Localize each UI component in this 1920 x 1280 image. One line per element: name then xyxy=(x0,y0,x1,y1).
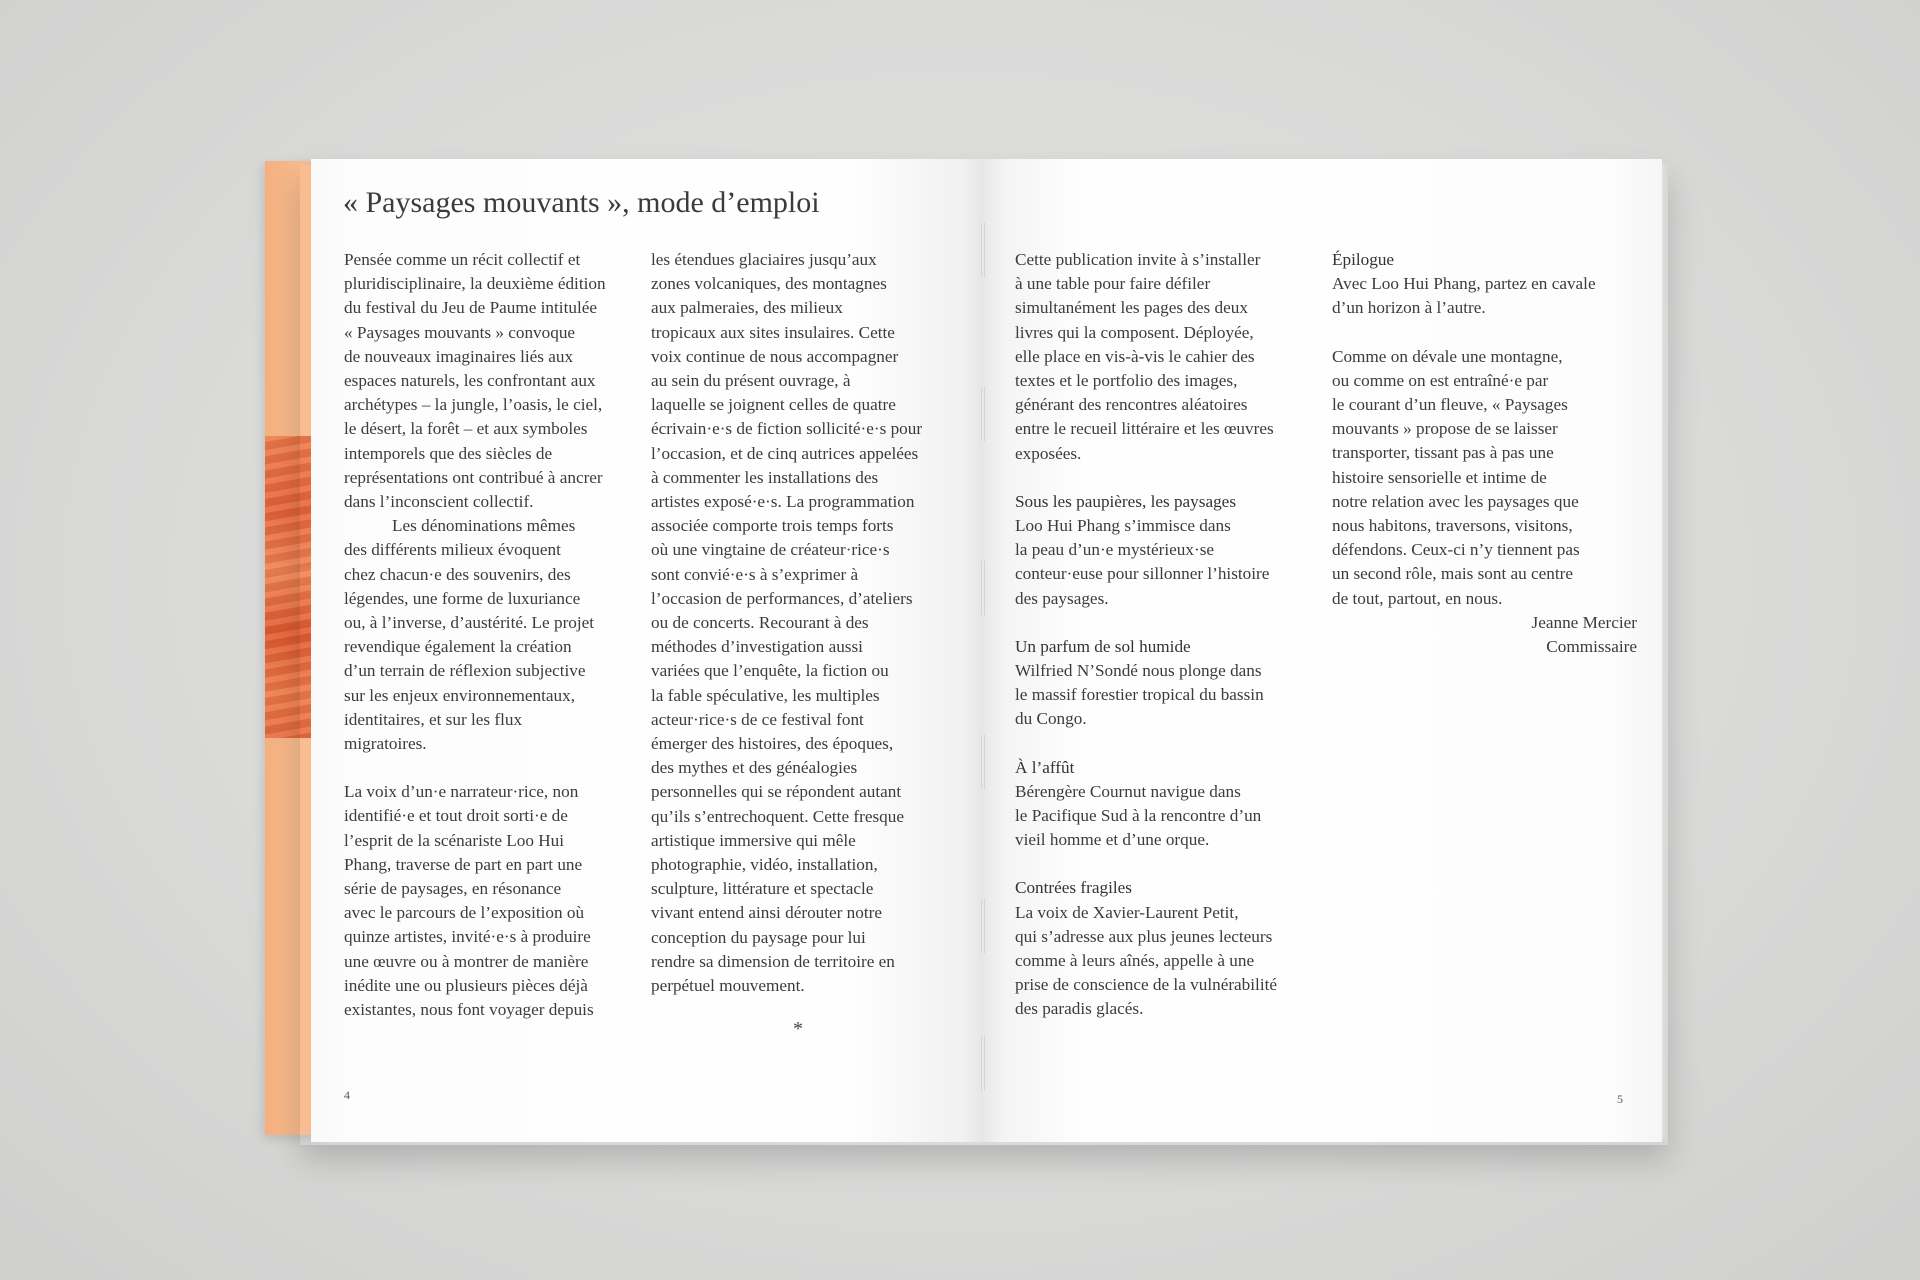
text-line: du Congo. xyxy=(1015,709,1087,729)
text-line: la fable spéculative, les multiples xyxy=(651,685,880,705)
text-line: de nouveaux imaginaires liés aux xyxy=(344,346,574,366)
text-line: Les dénominations mêmes xyxy=(392,516,576,536)
text-line: Pensée comme un récit collectif et xyxy=(344,250,581,269)
text-line: Phang, traverse de part en part une xyxy=(344,854,583,874)
text-line: le courant d’un fleuve, « Paysages xyxy=(1332,395,1568,415)
gutter-stitch xyxy=(981,1035,985,1091)
text-line: représentations ont contribué à ancrer xyxy=(344,467,603,487)
text-line: personnelles qui se répondent autant xyxy=(651,782,902,802)
text-line: laquelle se joignent celles de quatre xyxy=(651,395,896,415)
section xyxy=(1015,756,1320,853)
text-column-3 xyxy=(1015,248,1320,1022)
text-line: dans l’inconscient collectif. xyxy=(344,492,534,512)
text-line: la peau d’un·e mystérieux·se xyxy=(1015,540,1215,560)
text-line: émerger des histoires, des époques, xyxy=(651,734,894,754)
paragraph xyxy=(1332,345,1637,611)
text-line: comme à leurs aînés, appelle à une xyxy=(1015,951,1255,971)
signature xyxy=(1332,611,1637,659)
text-line: Loo Hui Phang s’immisce dans xyxy=(1015,516,1231,536)
text-line: des paradis glacés. xyxy=(1015,999,1144,1019)
gutter-stitch xyxy=(981,898,985,954)
text-line: ou de concerts. Recourant à des xyxy=(651,613,869,633)
section xyxy=(1015,635,1320,732)
text-line: notre relation avec les paysages que xyxy=(1332,491,1579,511)
text-line: textes et le portfolio des images, xyxy=(1015,371,1238,391)
text-line: sculpture, littérature et spectacle xyxy=(651,879,874,899)
text-line: pluridisciplinaire, la deuxième édition xyxy=(344,274,606,294)
text-line: une œuvre ou à montrer de manière xyxy=(344,951,589,971)
text-line: vivant entend ainsi dérouter notre xyxy=(651,903,882,923)
text-line: simultanément les pages des deux xyxy=(1015,298,1248,318)
text-line: légendes, une forme de luxuriance xyxy=(344,588,581,608)
text-line: ou, à l’inverse, d’austérité. Le projet xyxy=(344,613,595,633)
text-line: La voix de Xavier-Laurent Petit, xyxy=(1015,902,1239,922)
text-line: le désert, la forêt – et aux symboles xyxy=(344,419,588,439)
text-line: histoire sensorielle et intime de xyxy=(1332,467,1547,487)
text-line: Comme on dévale une montagne, xyxy=(1332,346,1563,366)
paragraph xyxy=(344,514,644,756)
paragraph xyxy=(651,248,956,998)
text-line: Cette publication invite à s’installer xyxy=(1015,250,1261,269)
text-line: des mythes et des généalogies xyxy=(651,758,858,778)
text-line: archétypes – la jungle, l’oasis, le ciel, xyxy=(344,395,603,415)
text-line: de tout, partout, en nous. xyxy=(1332,588,1503,608)
text-line: l’esprit de la scénariste Loo Hui xyxy=(344,830,565,850)
text-line: ou comme on est entraîné·e par xyxy=(1332,370,1549,390)
text-line: avec le parcours de l’exposition où xyxy=(344,903,585,923)
section xyxy=(1015,490,1320,611)
text-line: exposées. xyxy=(1015,443,1082,463)
text-line: perpétuel mouvement. xyxy=(651,976,805,996)
text-line: inédite une ou plusieurs pièces déjà xyxy=(344,975,588,995)
paragraph xyxy=(344,248,644,514)
text-line: des différents milieux évoquent xyxy=(344,540,561,560)
gutter-stitch xyxy=(981,222,985,278)
text-line: qu’ils s’entrechoquent. Cette fresque xyxy=(651,806,904,826)
text-line: espaces naturels, les confrontant aux xyxy=(344,371,596,391)
text-line: Wilfried N’Sondé nous plonge dans xyxy=(1015,661,1262,681)
text-line: les étendues glaciaires jusqu’aux xyxy=(651,250,877,269)
text-line: chez chacun·e des souvenirs, des xyxy=(344,564,571,584)
text-line: « Paysages mouvants » convoque xyxy=(344,322,576,342)
text-line: zones volcaniques, des montagnes xyxy=(651,274,887,294)
text-line: générant des rencontres aléatoires xyxy=(1015,395,1248,415)
text-line: méthodes d’investigation aussi xyxy=(651,637,863,657)
text-line: identitaires, et sur les flux xyxy=(344,709,523,729)
text-line: aux palmeraies, des milieux xyxy=(651,298,843,318)
text-line: le Pacifique Sud à la rencontre d’un xyxy=(1015,806,1262,826)
text-line: un second rôle, mais sont au centre xyxy=(1332,564,1574,584)
text-line: vieil homme et d’une orque. xyxy=(1015,830,1210,850)
section xyxy=(1015,876,1320,1021)
page-title: « Paysages mouvants », mode d’emploi xyxy=(343,186,820,219)
text-line: où une vingtaine de créateur·rice·s xyxy=(651,540,890,560)
gutter-stitch xyxy=(981,734,985,790)
text-line: voix continue de nous accompagner xyxy=(651,346,899,366)
section-heading: Contrées fragiles xyxy=(1015,878,1132,898)
text-line: le massif forestier tropical du bassin xyxy=(1015,685,1264,705)
text-line: revendique également la création xyxy=(344,637,572,657)
text-line: tropicaux aux sites insulaires. Cette xyxy=(651,322,895,342)
text-line: d’un horizon à l’autre. xyxy=(1332,298,1486,318)
text-line: l’occasion, et de cinq autrices appelées xyxy=(651,443,919,463)
text-line: intemporels que des siècles de xyxy=(344,443,553,463)
text-column-2 xyxy=(651,248,956,998)
text-line: nous habitons, traversons, visitons, xyxy=(1332,516,1573,536)
text-column-4 xyxy=(1332,248,1637,659)
text-line: livres qui la composent. Déployée, xyxy=(1015,322,1254,342)
text-line: existantes, nous font voyager depuis xyxy=(344,1000,594,1020)
text-line: elle place en vis-à-vis le cahier des xyxy=(1015,346,1255,366)
text-line: entre le recueil littéraire et les œuvres xyxy=(1015,419,1274,439)
text-line: identifié·e et tout droit sorti·e de xyxy=(344,806,568,826)
text-line: conteur·euse pour sillonner l’histoire xyxy=(1015,564,1270,584)
text-line: à une table pour faire défiler xyxy=(1015,274,1211,294)
text-line: au sein du présent ouvrage, à xyxy=(651,371,851,391)
text-line: sont convié·e·s à s’exprimer à xyxy=(651,564,859,584)
signature-role: Commissaire xyxy=(1546,637,1637,657)
text-line: série de paysages, en résonance xyxy=(344,879,562,899)
section-heading: Un parfum de sol humide xyxy=(1015,636,1191,656)
text-line: Avec Loo Hui Phang, partez en cavale xyxy=(1332,274,1596,294)
page-number-right: 5 xyxy=(1617,1092,1623,1106)
page-number-left: 4 xyxy=(344,1088,350,1102)
text-column-1 xyxy=(344,248,644,1022)
section-heading: Épilogue xyxy=(1332,250,1395,269)
text-line: photographie, vidéo, installation, xyxy=(651,855,878,875)
text-line: conception du paysage pour lui xyxy=(651,927,866,947)
text-line: associée comporte trois temps forts xyxy=(651,516,894,536)
text-line: artistique immersive qui mêle xyxy=(651,830,856,850)
text-line: l’occasion de performances, d’ateliers xyxy=(651,588,913,608)
text-line: à commenter les installations des xyxy=(651,467,879,487)
section-heading: À l’affût xyxy=(1015,757,1075,777)
text-line: Bérengère Cournut navigue dans xyxy=(1015,781,1241,801)
text-line: d’un terrain de réflexion subjective xyxy=(344,661,586,681)
text-line: artistes exposé·e·s. La programmation xyxy=(651,492,915,512)
paragraph xyxy=(344,780,644,1022)
text-line: La voix d’un·e narrateur·rice, non xyxy=(344,782,579,802)
text-line: qui s’adresse aux plus jeunes lecteurs xyxy=(1015,926,1273,946)
gutter-stitch xyxy=(981,386,985,442)
text-line: rendre sa dimension de territoire en xyxy=(651,951,895,971)
signature-name: Jeanne Mercier xyxy=(1531,612,1637,632)
text-line: prise de conscience de la vulnérabilité xyxy=(1015,975,1277,995)
section-heading: Sous les paupières, les paysages xyxy=(1015,491,1237,511)
paragraph xyxy=(1015,248,1320,466)
text-line: écrivain·e·s de fiction sollicité·e·s pour xyxy=(651,419,923,439)
text-line: du festival du Jeu de Paume intitulée xyxy=(344,298,597,318)
text-line: sur les enjeux environnementaux, xyxy=(344,685,576,705)
gutter-stitch xyxy=(981,560,985,616)
section xyxy=(1332,248,1637,321)
text-line: variées que l’enquête, la fiction ou xyxy=(651,661,889,681)
section-asterisk: * xyxy=(793,1018,803,1040)
text-line: défendons. Ceux-ci n’y tiennent pas xyxy=(1332,540,1580,560)
text-line: transporter, tissant pas à pas une xyxy=(1332,443,1554,463)
text-line: des paysages. xyxy=(1015,588,1109,608)
text-line: mouvants » propose de se laisser xyxy=(1332,419,1558,439)
text-line: quinze artistes, invité·e·s à produire xyxy=(344,927,591,947)
text-line: acteur·rice·s de ce festival font xyxy=(651,709,864,729)
text-line: migratoires. xyxy=(344,734,427,754)
